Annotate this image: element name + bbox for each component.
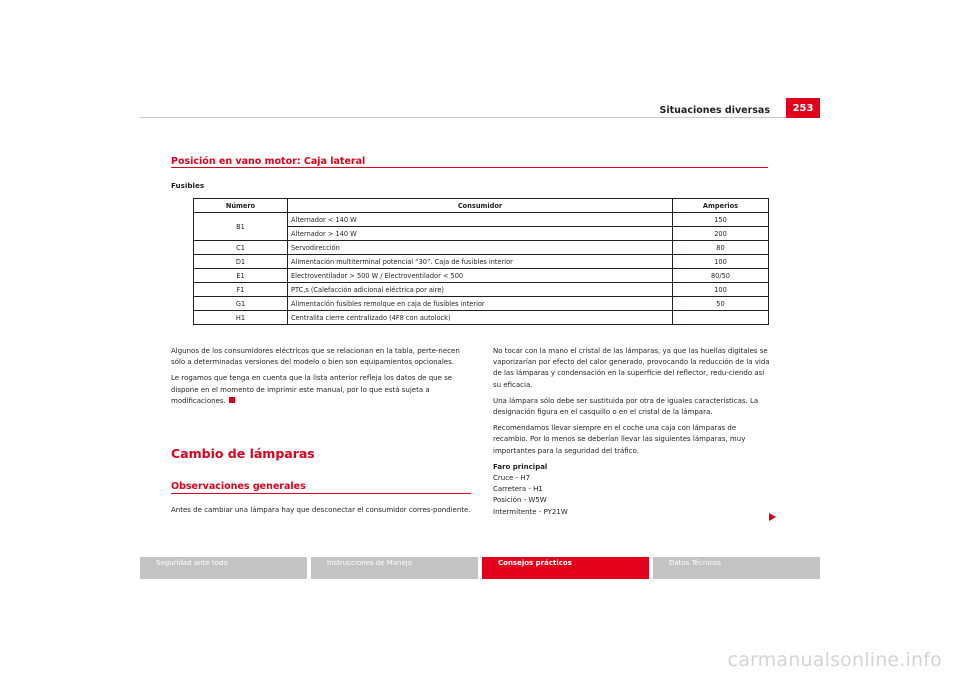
page-number: 253 [786,98,820,118]
cell-amperes: 100 [673,255,769,269]
cell-consumer: PTC,s (Calefacción adicional eléctrica por aire) [288,283,673,297]
cell-amperes: 80 [673,241,769,255]
cell-number: E1 [194,269,288,283]
cell-amperes: 150 [673,213,769,227]
paragraph-spare-box: Recomendamos llevar siempre en el coche una caja con lámparas de recambio. Por lo menos se deberían llevar las siguientes lámparas, muy importantes para la seguridad del tráfico. [493,424,746,455]
cell-consumer: Alimentación fusibles remolque en caja de fusibles interior [288,297,673,311]
cell-consumer: Alternador < 140 W [288,213,673,227]
chapter-title-lamps: Cambio de lámparas [171,446,315,461]
section-title-engine-box: Posición en vano motor: Caja lateral [171,156,366,167]
table-row [194,213,769,227]
tab-practical-tips[interactable]: Consejos prácticos [482,557,649,579]
cell-number: H1 [194,311,288,325]
triangle-right-icon[interactable] [769,513,776,521]
table-row [194,269,769,283]
paragraph-disconnect: Antes de cambiar una lámpara hay que desconectar el consumidor corres-pondiente. [171,506,471,514]
fuse-table [193,198,769,325]
end-mark-icon [229,397,235,403]
cell-consumer: Electroventilador > 500 W / Electroventilador < 500 [288,269,673,283]
left-column [171,346,471,412]
list-item: Intermitente - PY21W [493,507,568,516]
list-item: Posición - W5W [493,496,547,505]
tab-technical-data[interactable]: Datos Técnicos [653,557,820,579]
header-rule [140,117,820,118]
cell-amperes: 50 [673,297,769,311]
header-section-title: Situaciones diversas [659,105,770,116]
cell-consumer: Alternador > 140 W [288,227,673,241]
section-rule [171,493,471,494]
paragraph-modifications-text: Le rogamos que tenga en cuenta que la lista anterior refleja los datos de que se dispone en el momento de imprimir este manual, por lo que está sujeta a modificaciones. [171,374,453,405]
cell-amperes: 100 [673,283,769,297]
tab-operating-instructions[interactable]: Instrucciones de Manejo [311,557,478,579]
cell-amperes [673,311,769,325]
cell-number: G1 [194,297,288,311]
paragraph-dont-touch: No tocar con la mano el cristal de las lámparas, ya que las huellas digitales se vaporizarían por efecto del calor generado, provocando la reducción de la vida de las lámparas y condensación en la superficie del reflector, redu-ciendo así su eficacia. [493,347,770,389]
cell-amperes: 80/50 [673,269,769,283]
right-column [493,346,771,518]
table-row [194,311,769,325]
cell-number: D1 [194,255,288,269]
cell-number: C1 [194,241,288,255]
column-header-consumer: Consumidor [288,199,673,213]
watermark: carmanualsonline.info [727,649,942,671]
cell-consumer: Centralita cierre centralizado (4F8 con autolock) [288,311,673,325]
table-row [194,241,769,255]
section-rule [171,167,768,168]
cell-number: F1 [194,283,288,297]
cell-amperes: 200 [673,227,769,241]
table-header-row [194,199,769,213]
list-item: Carretera - H1 [493,485,543,494]
paragraph-modifications [171,373,471,407]
cell-consumer: Alimentación multiterminal potencial “30”. Caja de fusibles interior [288,255,673,269]
column-header-amperes: Amperios [673,199,769,213]
paragraph-optional-consumers: Algunos de los consumidores eléctricos que se relacionan en la tabla, perte-necen sólo a determinadas versiones del modelo o bien son equipamientos opcionales. [171,347,460,367]
column-header-number: Número [194,199,288,213]
paragraph-replacement: Una lámpara sólo debe ser sustituida por otra de iguales características. La designación figura en el casquillo o en el cristal de la lámpara. [493,396,759,417]
list-title-main-headlight: Faro principal [493,462,548,471]
list-item: Cruce - H7 [493,474,531,483]
section-title-general-notes: Observaciones generales [171,481,306,492]
table-row [194,297,769,311]
tab-safety[interactable]: Seguridad ante todo [140,557,307,579]
subtitle-fuses: Fusibles [171,181,205,190]
cell-number: B1 [194,213,288,241]
table-row [194,283,769,297]
cell-consumer: Servodirección [288,241,673,255]
table-row [194,255,769,269]
lamp-list [493,473,771,518]
